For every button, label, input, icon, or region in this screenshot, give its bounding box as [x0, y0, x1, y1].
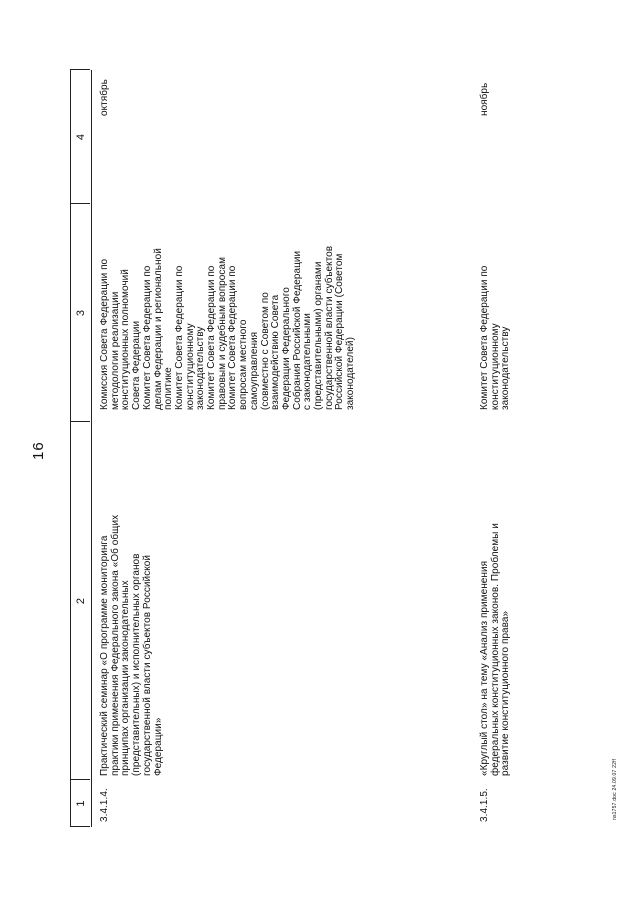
header-divider: [70, 69, 90, 70]
row-responsible: Комиссия Совета Федерации по методологии реализации конституционных полномочий Совета Федерации Комитет Совета Федерации по делам Федерации и региональной политике Комитет Совета Федерации по конституционному законодательству Комитет Совета Федерации по правовым и судебным вопросам Комитет Совета Федерации по вопросам местного самоуправления (совместно с Советом по взаимодействию Совета Федерации Федерального Собрания Российской Федерации с законодательными (представительными) органами государственной власти субъектов Российской Федерации (Советом законодателей): [99, 245, 357, 410]
row-event: «Круглый стол» на тему «Анализ применения федеральных конституционных законов. Проблемы и развитие конституционного права»: [479, 523, 512, 776]
header-col-4: 4: [75, 133, 87, 141]
row-event: Практический семинар «О программе мониторинга практики применения Федерального закона «Об общих принципах организации законодательных (представительных) и исполнительных органов государственной власти субъектов Российской Федерации»: [99, 514, 164, 776]
header-divider: [70, 826, 90, 827]
row-date: ноябрь: [479, 82, 490, 116]
row-responsible: Комитет Совета Федерации по конституционному законодательству: [479, 265, 512, 410]
row-number: 3.4.1.4.: [99, 788, 110, 822]
header-divider: [70, 421, 90, 422]
header-divider: [70, 203, 90, 204]
header-col-1: 1: [75, 800, 87, 807]
row-number: 3.4.1.5.: [479, 788, 490, 822]
page-number: 16: [30, 441, 47, 460]
header-divider: [70, 779, 90, 780]
header-col-2: 2: [75, 597, 87, 605]
row-date: октябрь: [99, 79, 110, 116]
footer-code: ns1757.doc 24.09.07 22ff: [612, 758, 618, 820]
table-header-row: [70, 70, 92, 827]
header-col-3: 3: [75, 309, 87, 317]
